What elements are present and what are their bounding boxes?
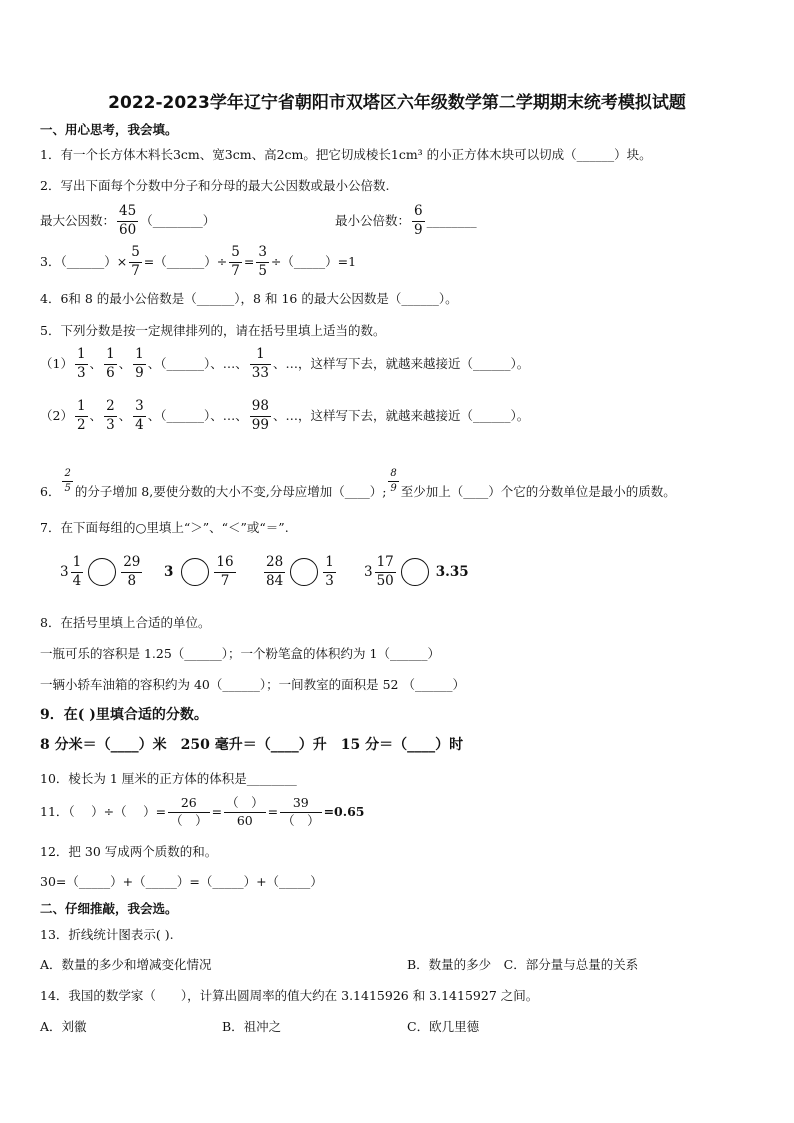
q7c-left-fraction: [264, 556, 285, 588]
q5a-f3-num: 1: [133, 348, 146, 365]
q5a-mid: 、（______）、…、: [147, 356, 248, 371]
q7a-compare-circle[interactable]: [88, 558, 116, 586]
q5b-f1-num: 1: [75, 400, 88, 417]
q7d-whole: 3: [364, 564, 373, 580]
q7a-whole: 3: [60, 564, 69, 580]
q3-suffix: ÷（_____）=1: [270, 254, 357, 269]
q2a-blank: （________）: [140, 213, 216, 228]
q5a-f2-num: 1: [104, 348, 117, 365]
question-10: 10．棱长为 1 厘米的正方体的体积是________: [40, 771, 297, 786]
question-12a: 30=（_____）+（_____）=（_____）+（_____）: [40, 874, 323, 889]
q5b-mid: 、（______）、…、: [147, 408, 248, 423]
q13-options-bc: B．数量的多少 C．部分量与总量的关系: [407, 957, 639, 972]
q5b-f2-den: 3: [106, 416, 115, 433]
question-5a: [40, 348, 529, 380]
q5a-label: （1）: [40, 356, 73, 371]
question-4: 4．6和 8 的最小公倍数是（______），8 和 16 的最大公因数是（______）。: [40, 291, 458, 306]
q5b-fraction-last: [250, 400, 271, 432]
q7d-left-fraction: [375, 556, 396, 588]
q6-f1-den: 5: [64, 482, 71, 494]
q3-f1-num: 5: [129, 246, 142, 263]
q6-f2-num: 8: [388, 469, 398, 482]
q5b-fraction-2: [104, 400, 117, 432]
q7d-right: 3.35: [435, 564, 469, 580]
q2a-numerator: 45: [117, 205, 138, 222]
q11-fraction-1: [168, 797, 210, 827]
q5b-label: （2）: [40, 408, 73, 423]
question-5: 5．下列分数是按一定规律排列的，请在括号里填上适当的数。: [40, 323, 386, 338]
q5a-last-den: 33: [251, 364, 269, 381]
q5a-f2-den: 6: [106, 364, 115, 381]
q7c-right-den: 3: [325, 572, 334, 589]
question-5b: [40, 400, 529, 432]
q5b-f2-num: 2: [104, 400, 117, 417]
q7d-left-num: 17: [375, 556, 396, 573]
q5b-last-den: 99: [251, 416, 269, 433]
q11-f2-num: （ ）: [224, 797, 266, 813]
q7b-right-den: 7: [220, 572, 230, 589]
question-6: [40, 462, 676, 500]
question-8b: 一辆小轿车油箱的容积约为 40（______）；一间教室的面积是 52 （______）: [40, 677, 465, 692]
q5b-sep-2: 、: [118, 408, 132, 423]
q7b-right-num: 16: [214, 556, 235, 573]
q7d-compare-circle[interactable]: [401, 558, 429, 586]
q11-fraction-3: [280, 797, 322, 827]
section-1-heading: 一、用心思考，我会填。: [40, 122, 178, 137]
q7b-right-fraction: [214, 556, 235, 588]
q2a-denominator: 60: [119, 221, 137, 238]
q5b-fraction-3: [133, 400, 146, 432]
q7a-left-num: 1: [71, 556, 84, 573]
q7a-left-fraction: [71, 556, 84, 588]
q5a-suffix: 、…，这样写下去，就越来越接近（______）。: [272, 356, 530, 371]
q7-item-b: [164, 556, 238, 588]
question-2b: [335, 205, 477, 237]
q14-option-b: B．祖冲之: [222, 1019, 282, 1034]
q6-f1-num: 2: [62, 469, 72, 482]
q6-text-2: 至少加上（____）个它的分数单位是最小的质数。: [400, 484, 676, 499]
q7a-left-den: 4: [72, 572, 82, 589]
q7c-right-fraction: [323, 556, 336, 588]
q7a-right-fraction: [121, 556, 142, 588]
q3-f2-num: 5: [229, 246, 242, 263]
question-12: 12．把 30 写成两个质数的和。: [40, 844, 218, 859]
q7-item-a: [60, 556, 144, 588]
question-7: 7．在下面每组的○里填上“＞”、“＜”或“＝”.: [40, 520, 289, 535]
q2b-label: 最小公倍数：: [335, 213, 411, 228]
q3-f3-num: 3: [256, 246, 269, 263]
q5a-f1-den: 3: [76, 364, 86, 381]
q2a-fraction: [117, 205, 138, 237]
q7-item-d: [364, 556, 469, 588]
question-8a: 一瓶可乐的容积是 1.25（______）；一个粉笔盒的体积约为 1（______）: [40, 646, 440, 661]
q5a-f3-den: 9: [135, 364, 144, 381]
q5a-fraction-last: [250, 348, 271, 380]
q11-eq-1: =: [211, 804, 223, 819]
q11-fraction-2: [224, 797, 266, 827]
q5b-last-num: 98: [250, 400, 271, 417]
q14-option-c: C．欧几里德: [407, 1019, 480, 1034]
q7a-right-num: 29: [121, 556, 142, 573]
q6-fraction-2: [388, 469, 398, 494]
q5a-fraction-3: [133, 348, 146, 380]
q6-prefix: 6．: [40, 484, 61, 499]
q2b-denominator: 9: [414, 221, 423, 238]
q6-text-1: 的分子增加 8,要使分数的大小不变,分母应增加（____）;: [74, 484, 387, 499]
q7b-compare-circle[interactable]: [181, 558, 209, 586]
q2b-numerator: 6: [412, 205, 425, 222]
q7c-left-den: 84: [266, 572, 284, 589]
question-2: 2．写出下面每个分数中分子和分母的最大公因数或最小公倍数.: [40, 178, 390, 193]
q13-option-a: A．数量的多少和增减变化情况: [40, 957, 212, 972]
question-2a: [40, 205, 215, 237]
question-11: [40, 797, 365, 827]
q14-option-a: A．刘徽: [40, 1019, 87, 1034]
q5a-fraction-1: [75, 348, 88, 380]
q7b-left: 3: [164, 564, 174, 580]
q3-f1-den: 7: [131, 262, 140, 279]
q5b-sep-1: 、: [89, 408, 103, 423]
q3-prefix: 3．（______）×: [40, 254, 128, 269]
q7c-left-num: 28: [264, 556, 285, 573]
q11-suffix: =0.65: [323, 804, 365, 819]
q5b-f3-num: 3: [133, 400, 146, 417]
q5a-f1-num: 1: [75, 348, 88, 365]
q11-prefix: 11．（ ）÷（ ）=: [40, 804, 167, 819]
q5b-f3-den: 4: [135, 416, 144, 433]
q5a-fraction-2: [104, 348, 117, 380]
q7-item-c: [262, 556, 338, 588]
q2b-fraction: [412, 205, 425, 237]
q3-mid-2: =: [243, 254, 255, 269]
section-2-heading: 二、仔细推敲，我会选。: [40, 901, 178, 916]
q5b-f1-den: 2: [76, 416, 86, 433]
q7a-right-den: 8: [127, 572, 137, 589]
q6-fraction-1: [62, 469, 72, 494]
question-14: 14．我国的数学家（ ），计算出圆周率的值大约在 3.1415926 和 3.1415927 之间。: [40, 988, 539, 1003]
q2b-blank: ________: [426, 213, 477, 228]
q3-f3-den: 5: [258, 262, 267, 279]
q5b-fraction-1: [75, 400, 88, 432]
q11-f3-num: 39: [280, 797, 322, 813]
q2a-label: 最大公因数：: [40, 213, 116, 228]
question-9: 9．在( )里填合适的分数。: [40, 707, 208, 723]
q3-fraction-3: [256, 246, 269, 278]
q7c-compare-circle[interactable]: [290, 558, 318, 586]
question-13: 13．折线统计图表示( ).: [40, 927, 174, 942]
q5a-sep-1: 、: [89, 356, 103, 371]
q5a-sep-2: 、: [118, 356, 132, 371]
q5b-suffix: 、…，这样写下去，就越来越接近（______）。: [272, 408, 530, 423]
q11-f1-num: 26: [168, 797, 210, 813]
q7d-left-den: 50: [376, 572, 394, 589]
question-9a: 8 分米＝（____）米 250 毫升＝（____）升 15 分＝（____）时: [40, 737, 464, 753]
q11-eq-2: =: [267, 804, 279, 819]
q5a-last-num: 1: [250, 348, 271, 365]
q3-mid-1: =（______）÷: [143, 254, 228, 269]
q11-f1-den: （ ）: [170, 812, 208, 828]
question-8: 8．在括号里填上合适的单位。: [40, 615, 211, 630]
q3-fraction-2: [229, 246, 242, 278]
q6-f2-den: 9: [390, 482, 397, 494]
q11-f2-den: 60: [236, 812, 253, 828]
q7c-right-num: 1: [323, 556, 336, 573]
q3-fraction-1: [129, 246, 142, 278]
question-1: 1．有一个长方体木料长3cm、宽3cm、高2cm。把它切成棱长1cm³ 的小正方体木块可以切成（______）块。: [40, 147, 652, 162]
q3-f2-den: 7: [231, 262, 240, 279]
q11-f3-den: （ ）: [282, 812, 320, 828]
question-3: [40, 246, 356, 278]
page-title: 2022-2023学年辽宁省朝阳市双塔区六年级数学第二学期期末统考模拟试题: [108, 93, 686, 113]
